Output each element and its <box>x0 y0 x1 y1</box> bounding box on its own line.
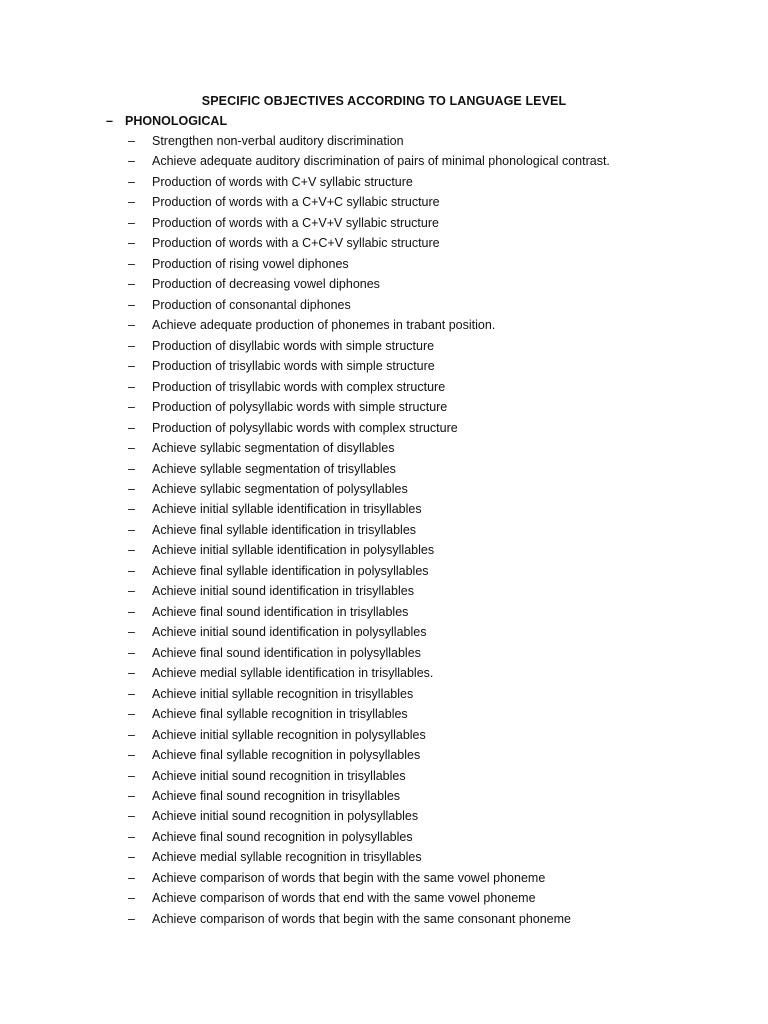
list-item <box>0 315 768 335</box>
list-item-bullet: – <box>128 195 135 210</box>
list-item <box>0 254 768 274</box>
list-item-text: Achieve syllabic segmentation of disyllables <box>152 441 395 456</box>
list-item-text: Achieve final sound recognition in polysyllables <box>152 829 413 844</box>
list-item-bullet: – <box>128 400 135 415</box>
list-item-text: Production of trisyllabic words with complex structure <box>152 379 446 394</box>
list-item-bullet: – <box>128 543 135 558</box>
list-item-bullet: – <box>128 891 135 906</box>
list-item-bullet: – <box>128 727 135 742</box>
list-item-bullet: – <box>128 686 135 701</box>
list-item <box>0 499 768 519</box>
list-item <box>0 827 768 847</box>
list-item-text: Achieve adequate production of phonemes in trabant position. <box>152 318 496 333</box>
list-item <box>0 192 768 212</box>
list-item <box>0 397 768 417</box>
list-item <box>0 766 768 786</box>
list-item-text: Production of consonantal diphones <box>152 297 351 312</box>
list-item-bullet: – <box>128 420 135 435</box>
list-item-bullet: – <box>128 256 135 271</box>
list-item-bullet: – <box>128 829 135 844</box>
list-item-bullet: – <box>128 768 135 783</box>
list-item-bullet: – <box>128 522 135 537</box>
list-item-bullet: – <box>128 134 135 148</box>
list-item-text: Achieve comparison of words that begin with the same consonant phoneme <box>152 911 571 926</box>
list-item <box>0 868 768 888</box>
list-item-bullet: – <box>128 748 135 763</box>
list-item <box>0 663 768 683</box>
list-item-text: Production of words with a C+V+V syllabic structure <box>152 215 439 230</box>
list-item-bullet: – <box>128 707 135 722</box>
section-heading <box>0 111 768 131</box>
list-item <box>0 786 768 806</box>
list-item-text: Achieve final syllable recognition in polysyllables <box>152 748 421 763</box>
list-item-text: Production of polysyllabic words with complex structure <box>152 420 458 435</box>
section-heading-label: PHONOLOGICAL <box>125 114 228 128</box>
list-item-bullet: – <box>128 911 135 926</box>
list-item-bullet: – <box>128 277 135 292</box>
list-item <box>0 581 768 601</box>
list-item-text: Production of words with a C+V+C syllabic structure <box>152 195 440 210</box>
list-item <box>0 725 768 745</box>
list-item-text: Achieve final syllable identification in polysyllables <box>152 563 429 578</box>
list-item-bullet: – <box>128 481 135 496</box>
list-item <box>0 520 768 540</box>
list-item-text: Achieve final syllable recognition in trisyllables <box>152 707 408 722</box>
list-item <box>0 909 768 929</box>
list-item-bullet: – <box>128 870 135 885</box>
list-item-bullet: – <box>128 174 135 189</box>
list-item-bullet: – <box>128 461 135 476</box>
list-item <box>0 295 768 315</box>
list-item <box>0 643 768 663</box>
list-item-text: Achieve final sound identification in polysyllables <box>152 645 421 660</box>
list-item <box>0 745 768 765</box>
list-item-bullet: – <box>128 645 135 660</box>
list-item-bullet: – <box>128 297 135 312</box>
objective-list <box>0 131 768 929</box>
list-item-bullet: – <box>128 604 135 619</box>
list-item-text: Achieve initial syllable recognition in trisyllables <box>152 686 414 701</box>
list-item-bullet: – <box>128 318 135 333</box>
list-item <box>0 151 768 171</box>
list-item <box>0 459 768 479</box>
list-item-bullet: – <box>128 379 135 394</box>
list-item-bullet: – <box>128 563 135 578</box>
list-item-text: Production of decreasing vowel diphones <box>152 277 380 292</box>
list-item-bullet: – <box>128 584 135 599</box>
list-item <box>0 213 768 233</box>
document-title: SPECIFIC OBJECTIVES ACCORDING TO LANGUAGE LEVEL <box>201 94 567 108</box>
list-item-bullet: – <box>128 789 135 803</box>
list-item <box>0 561 768 581</box>
list-item-bullet: – <box>128 338 135 353</box>
list-item-bullet: – <box>128 154 135 169</box>
list-item-text: Achieve comparison of words that end with the same vowel phoneme <box>152 891 536 906</box>
list-item-text: Achieve final sound identification in trisyllables <box>152 604 409 619</box>
list-item-text: Achieve final sound recognition in trisyllables <box>152 789 401 803</box>
list-item <box>0 684 768 704</box>
list-item-text: Achieve medial syllable recognition in trisyllables <box>152 850 422 865</box>
list-item-bullet: – <box>128 215 135 230</box>
list-item-bullet: – <box>128 502 135 517</box>
list-item-text: Achieve syllable segmentation of trisyllables <box>152 461 396 476</box>
list-item-text: Achieve initial sound recognition in polysyllables <box>152 809 419 824</box>
list-item-text: Achieve initial syllable identification in polysyllables <box>152 543 435 558</box>
list-item <box>0 622 768 642</box>
list-item-text: Production of trisyllabic words with simple structure <box>152 359 435 374</box>
list-item-text: Production of rising vowel diphones <box>152 256 349 271</box>
list-item-text: Achieve initial syllable recognition in polysyllables <box>152 727 426 742</box>
list-item-bullet: – <box>128 809 135 824</box>
list-item <box>0 806 768 826</box>
list-item-text: Strengthen non-verbal auditory discrimination <box>152 134 404 148</box>
section-bullet: – <box>106 114 113 128</box>
list-item-text: Achieve final syllable identification in trisyllables <box>152 522 417 537</box>
list-item-bullet: – <box>128 850 135 865</box>
list-item <box>0 602 768 622</box>
list-item-text: Achieve comparison of words that begin with the same vowel phoneme <box>152 870 546 885</box>
list-item-text: Production of polysyllabic words with simple structure <box>152 400 448 415</box>
list-item <box>0 438 768 458</box>
list-item-bullet: – <box>128 359 135 374</box>
list-item-text: Achieve initial sound identification in polysyllables <box>152 625 427 640</box>
list-item-text: Production of words with a C+C+V syllabic structure <box>152 236 440 251</box>
list-item-bullet: – <box>128 236 135 251</box>
list-item <box>0 336 768 356</box>
list-item-bullet: – <box>128 666 135 681</box>
list-item <box>0 356 768 376</box>
list-item <box>0 274 768 294</box>
list-item-text: Achieve syllabic segmentation of polysyllables <box>152 481 408 496</box>
list-item-bullet: – <box>128 625 135 640</box>
section-phonological <box>0 111 768 929</box>
list-item <box>0 888 768 908</box>
list-item-text: Achieve initial sound recognition in trisyllables <box>152 768 406 783</box>
list-item <box>0 704 768 724</box>
list-item-text: Production of words with C+V syllabic structure <box>152 174 413 189</box>
list-item <box>0 540 768 560</box>
list-item <box>0 479 768 499</box>
list-item-text: Achieve initial sound identification in trisyllables <box>152 584 414 599</box>
list-item-text: Achieve adequate auditory discrimination of pairs of minimal phonological contrast. <box>152 154 610 169</box>
list-item <box>0 418 768 438</box>
list-item <box>0 847 768 867</box>
list-item-bullet: – <box>128 441 135 456</box>
list-item-text: Achieve initial syllable identification in trisyllables <box>152 502 422 517</box>
list-item <box>0 131 768 151</box>
list-item-text: Achieve medial syllable identification in trisyllables. <box>152 666 434 681</box>
list-item <box>0 377 768 397</box>
list-item-text: Production of disyllabic words with simple structure <box>152 338 435 353</box>
list-item <box>0 233 768 253</box>
list-item <box>0 172 768 192</box>
